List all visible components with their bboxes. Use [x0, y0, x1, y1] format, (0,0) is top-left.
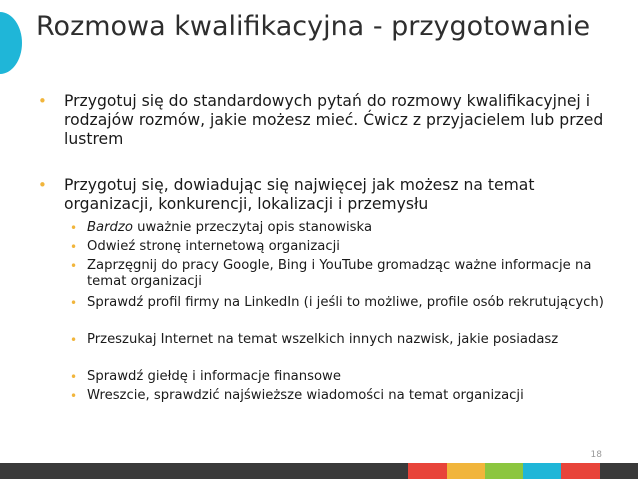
sub-bullet-text: Odwieź stronę internetową organizacji — [87, 239, 340, 254]
accent-circle-decoration — [0, 12, 22, 74]
bar-segment — [447, 463, 485, 479]
sub-bullet-text: Sprawdź giełdę i informacje finansowe — [87, 369, 341, 384]
sub-bullet-item — [70, 295, 607, 311]
bar-segment — [0, 463, 255, 479]
bullet-item — [38, 176, 604, 214]
sub-bullet-text: Przeszukaj Internet na temat wszelkich innych nazwisk, jakie posiadasz — [87, 332, 559, 347]
bar-segment — [485, 463, 523, 479]
bar-segment — [600, 463, 638, 479]
bullet-dot-icon: • — [70, 259, 78, 273]
bar-segment — [408, 463, 446, 479]
sub-bullet-item — [70, 369, 607, 385]
sub-bullet-text: Sprawdź profil firmy na LinkedIn (i jeśli to możliwe, profile osób rekrutujących) — [87, 295, 604, 310]
bottom-color-bar — [0, 463, 638, 479]
bullet-dot-icon: • — [38, 176, 47, 194]
bullet-dot-icon: • — [70, 296, 78, 310]
bullet-dot-icon: • — [70, 389, 78, 403]
bullet-text: Przygotuj się do standardowych pytań do rozmowy kwalifikacyjnej i rodzajów rozmów, jakie możesz mieć. Ćwicz z przyjacielem lub przed lustrem — [64, 92, 604, 148]
sub-bullet-item — [70, 220, 607, 236]
bar-segment — [523, 463, 561, 479]
bullet-dot-icon: • — [70, 240, 78, 254]
bullet-dot-icon: • — [70, 221, 78, 235]
sub-bullet-emphasis: Bardzo — [87, 220, 133, 235]
bullet-dot-icon: • — [70, 370, 78, 384]
sub-bullet-item — [70, 332, 607, 348]
bullet-item — [38, 92, 604, 149]
page-number: 18 — [590, 450, 602, 460]
sub-bullet-item — [70, 258, 607, 290]
bullet-dot-icon: • — [38, 92, 47, 110]
sub-bullet-text: Zaprzęgnij do pracy Google, Bing i YouTube gromadząc ważne informacje na temat organizacji — [87, 258, 592, 289]
sub-bullet-text: Wreszcie, sprawdzić najświeższe wiadomości na temat organizacji — [87, 388, 524, 403]
bar-segment — [255, 463, 408, 479]
sub-bullet-item — [70, 239, 607, 255]
bullet-dot-icon: • — [70, 333, 78, 347]
bar-segment — [561, 463, 599, 479]
sub-bullet-item — [70, 388, 607, 404]
bullet-text: Przygotuj się, dowiadując się najwięcej jak możesz na temat organizacji, konkurencji, lokalizacji i przemysłu — [64, 176, 535, 213]
sub-bullet-text: uważnie przeczytaj opis stanowiska — [132, 220, 373, 235]
slide-title: Rozmowa kwalifikacyjna - przygotowanie — [36, 11, 591, 42]
